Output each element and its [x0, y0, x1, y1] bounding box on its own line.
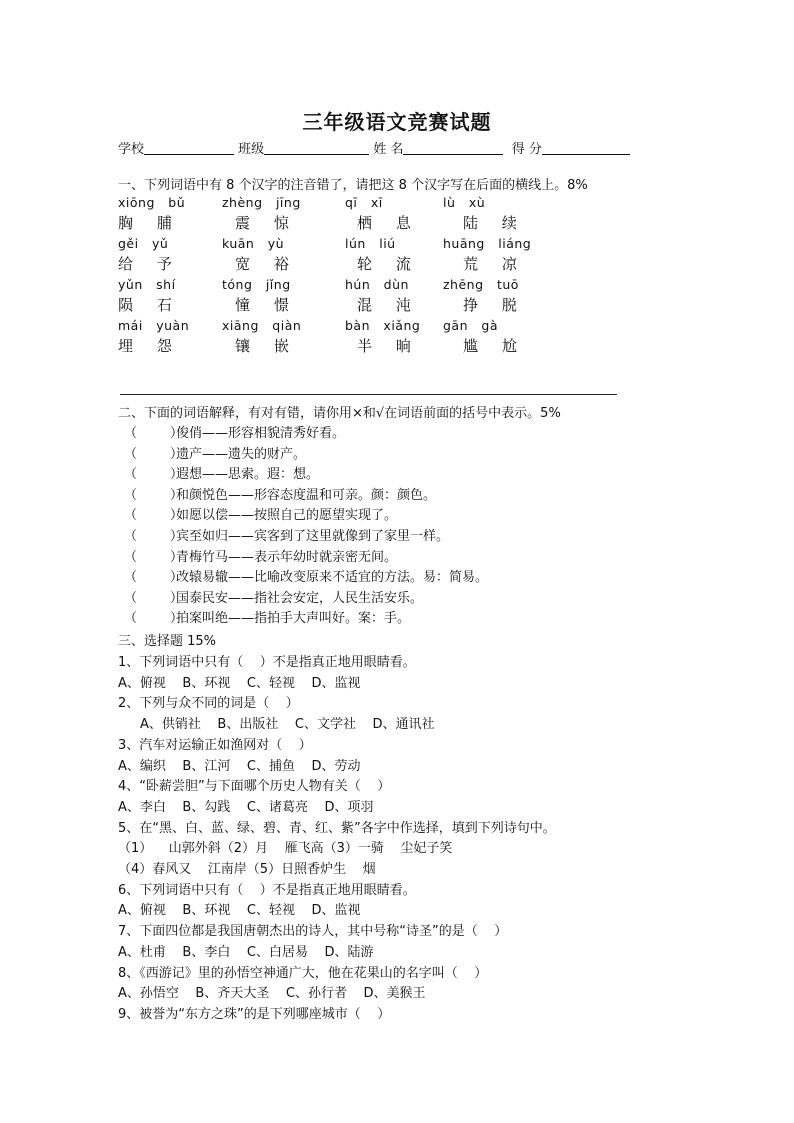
definition-item	[124, 587, 423, 606]
definition-text: 和颜悦色——形容态度温和可亲。颜：颜色。	[176, 487, 437, 503]
score-blank[interactable]	[542, 140, 630, 155]
definition-item	[124, 546, 397, 565]
answer-paren[interactable]: （ ）	[124, 487, 184, 503]
answer-paren[interactable]: （ ）	[124, 508, 184, 524]
definition-text: 青梅竹马——表示年幼时就亲密无间。	[176, 549, 398, 565]
question-options: A、李白 B、勾践 C、诸葛亮 D、项羽	[118, 799, 374, 815]
name-blank[interactable]	[403, 140, 503, 155]
hanzi-word: 栖 息	[357, 214, 411, 232]
question-text: （4）春风又 江南岸（5）日照香炉生 烟	[118, 862, 376, 877]
pinyin-text: xiōng bǔ	[118, 195, 186, 210]
pinyin-text: mái yuàn	[118, 318, 190, 333]
hanzi-word: 震 惊	[235, 214, 289, 232]
answer-paren[interactable]: （ ）	[124, 549, 184, 565]
school-blank[interactable]	[144, 140, 234, 155]
question-text: 8、《西游记》里的孙悟空神通广大，他在花果山的名字叫（ ）	[118, 965, 488, 981]
definition-text: 遗产——遗失的财产。	[176, 446, 307, 462]
page-title: 三年级语文竞赛试题	[302, 110, 492, 134]
pinyin-text: bàn xiǎng	[345, 318, 421, 333]
question-text: 4、“卧薪尝胆”与下面哪个历史人物有关（ ）	[118, 779, 391, 795]
definition-item	[124, 525, 449, 544]
hanzi-word: 憧 憬	[235, 296, 289, 314]
pinyin-text: xiāng qiàn	[222, 318, 302, 333]
definition-text: 如愿以偿——按照自己的愿望实现了。	[176, 508, 398, 524]
question-text: 3、汽车对运输正如渔网对（ ）	[118, 737, 312, 753]
pinyin-text: zhēng tuō	[443, 277, 519, 292]
definition-text: 遐想——思索。遐：想。	[176, 467, 320, 483]
hanzi-word: 半 晌	[357, 337, 411, 355]
question-options: A、杜甫 B、李白 C、白居易 D、陆游	[118, 944, 374, 960]
pinyin-text: kuān yù	[222, 236, 285, 251]
answer-paren[interactable]: （ ）	[124, 611, 184, 627]
pinyin-text: zhèng jīng	[222, 195, 301, 210]
question-text: 5、在“黑、白、蓝、绿、碧、青、红、紫”各字中作选择，填到下列诗句中。	[118, 820, 556, 836]
definition-text: 国泰民安——指社会安定，人民生活安乐。	[176, 590, 424, 606]
hanzi-word: 荒 凉	[463, 255, 517, 273]
school-label: 学校	[118, 142, 145, 157]
pinyin-text: lù xù	[443, 195, 486, 210]
pinyin-text: qī xī	[345, 195, 383, 210]
hanzi-word: 混 沌	[357, 296, 411, 314]
question-options: A、俯视 B、环视 C、轻视 D、监视	[118, 903, 361, 919]
pinyin-text: lún liú	[345, 236, 396, 251]
hanzi-word: 尴 尬	[463, 337, 517, 355]
definition-item	[124, 566, 488, 585]
section3-heading: 三、选择题 15%	[118, 634, 217, 649]
pinyin-text: hún dùn	[345, 277, 409, 292]
header-info-line	[118, 140, 630, 159]
question-text: 2、下列与众不同的词是（ ）	[118, 696, 299, 712]
answer-paren[interactable]: （ ）	[124, 426, 184, 441]
section2-heading: 二、下面的词语解释，有对有错，请你用×和√在词语前面的括号中表示。5%	[118, 406, 561, 421]
hanzi-word: 挣 脱	[463, 296, 517, 314]
definition-item	[124, 607, 410, 626]
answer-paren[interactable]: （ ）	[124, 529, 184, 544]
section1-heading: 一、下列词语中有 8 个汉字的注音错了，请把这 8 个汉字写在后面的横线上。8%	[118, 178, 588, 193]
definition-text: 宾至如归——宾客到了这里就像到了家里一样。	[176, 529, 450, 544]
definition-text: 拍案叫绝——指拍手大声叫好。案：手。	[176, 611, 411, 627]
definition-item	[124, 443, 306, 462]
score-label: 得 分	[511, 142, 542, 157]
hanzi-word: 胸 脯	[118, 214, 172, 232]
question-options: A、编织 B、江河 C、捕鱼 D、劳动	[118, 758, 361, 774]
answer-paren[interactable]: （ ）	[124, 590, 184, 606]
hanzi-word: 给 予	[118, 255, 172, 273]
pinyin-text: huāng liáng	[443, 236, 532, 251]
question-text: 7、下面四位都是我国唐朝杰出的诗人，其中号称“诗圣”的是（ ）	[118, 924, 508, 940]
class-label: 班级	[238, 142, 265, 157]
definition-item	[124, 422, 345, 441]
definition-item	[124, 463, 319, 482]
answer-paren[interactable]: （ ）	[124, 570, 184, 586]
hanzi-word: 陨 石	[118, 296, 172, 314]
question-options: A、俯视 B、环视 C、轻视 D、监视	[118, 675, 361, 691]
pinyin-text: gān gà	[443, 318, 499, 333]
question-text: （1） 山郭外斜（2）月 雁飞高（3）一骑 尘妃子笑	[118, 841, 453, 857]
pinyin-text: gěi yǔ	[118, 236, 169, 251]
question-text: 9、被誉为“东方之珠”的是下列哪座城市（ ）	[118, 1006, 391, 1022]
question-text: 1、下列词语中只有（ ）不是指真正地用眼睛看。	[118, 655, 416, 670]
hanzi-word: 陆 续	[463, 214, 517, 232]
definition-text: 俊俏——形容相貌清秀好看。	[176, 426, 346, 441]
question-text: 6、下列词语中只有（ ）不是指真正地用眼睛看。	[118, 882, 416, 898]
answer-line[interactable]	[120, 394, 617, 395]
hanzi-word: 轮 流	[357, 255, 411, 273]
pinyin-text: tóng jǐng	[222, 277, 291, 292]
hanzi-word: 宽 裕	[235, 255, 289, 273]
name-label: 姓 名	[373, 142, 404, 157]
pinyin-text: yǔn shí	[118, 277, 176, 292]
question-options: A、供销社 B、出版社 C、文学社 D、通讯社	[140, 717, 435, 733]
definition-text: 改辕易辙——比喻改变原来不适宜的方法。易：简易。	[176, 570, 489, 586]
question-options: A、孙悟空 B、齐天大圣 C、孙行者 D、美猴王	[118, 986, 426, 1002]
definition-item	[124, 484, 436, 503]
hanzi-word: 埋 怨	[118, 337, 172, 355]
answer-paren[interactable]: （ ）	[124, 467, 184, 483]
class-blank[interactable]	[264, 140, 369, 155]
definition-item	[124, 504, 397, 523]
hanzi-word: 镶 嵌	[235, 337, 289, 355]
answer-paren[interactable]: （ ）	[124, 446, 184, 462]
